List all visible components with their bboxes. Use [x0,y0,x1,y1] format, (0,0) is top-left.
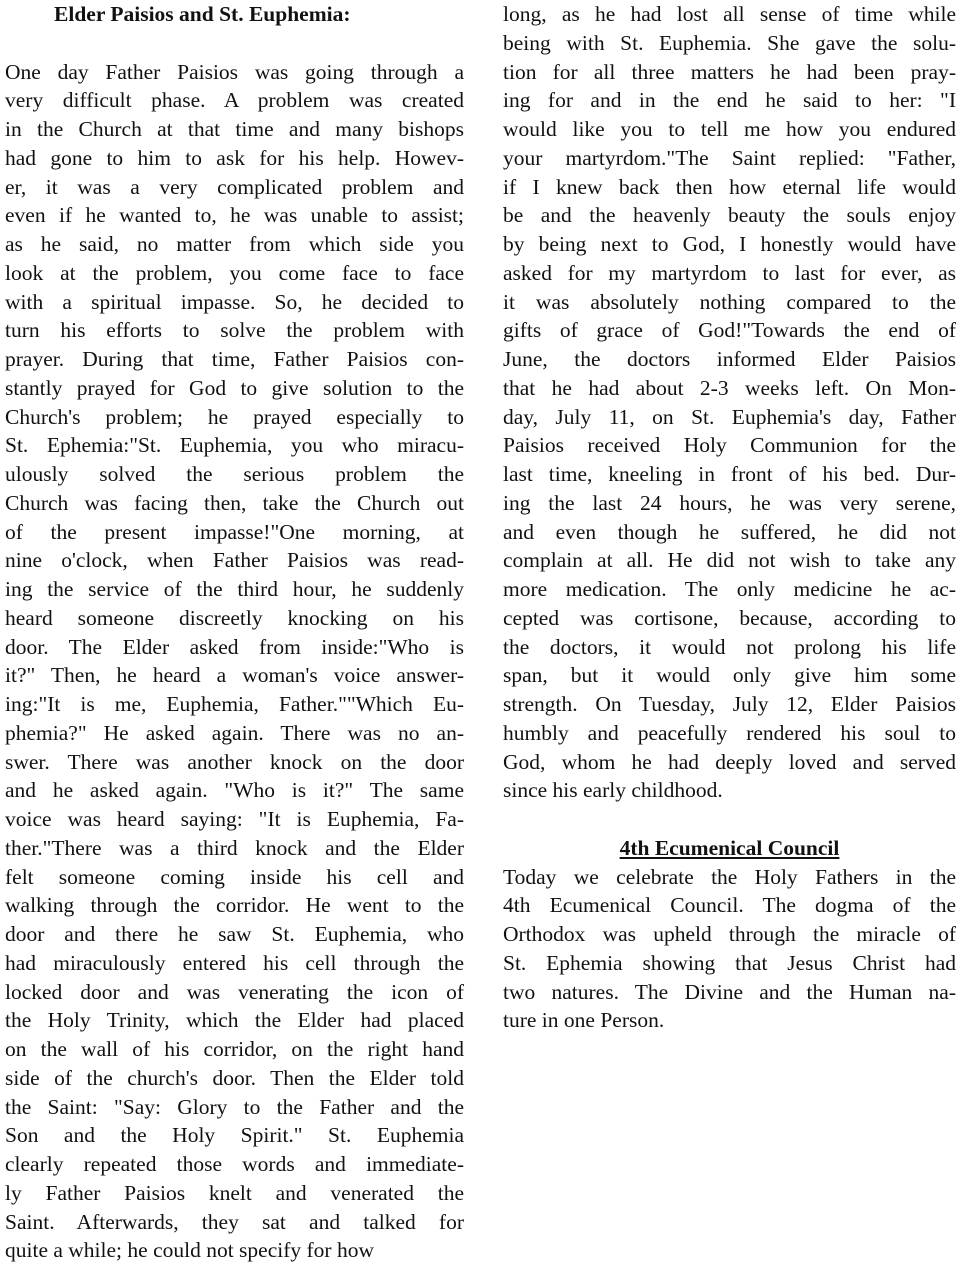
text-line: look at the problem, you come face to face [5,260,464,285]
text-line: ing the service of the third hour, he suddenly [5,577,464,601]
text-line: Saint. Afterwards, they sat and talked for [5,1209,464,1234]
text-line: heard someone discreetly knocking on his [5,605,464,630]
text-line: clearly repeated those words and immediate- [5,1152,464,1176]
text-line: would like you to tell me how you endured [503,117,956,141]
text-line: felt someone coming inside his cell and [5,864,464,889]
text-line: er, it was a very complicated problem and [5,174,464,199]
text-line: more medication. The only medicine he ac- [503,577,956,601]
article-heading: Elder Paisios and St. Euphemia: [54,2,351,26]
text-line: be and the heavenly beauty the souls enjoy [503,203,956,228]
text-line: being with St. Euphemia. She gave the solu- [503,30,956,55]
text-line: asked for my martyrdom to last for ever, as [503,260,956,285]
text-line: if I knew back then how eternal life would [503,174,956,199]
text-line: prayer. During that time, Father Paisios con- [5,347,464,371]
text-line: ing:"It is me, Euphemia, Father.""Which Eu- [5,692,464,716]
text-line: last time, kneeling in front of his bed. Dur- [503,462,956,486]
text-line: it was absolutely nothing compared to the [503,289,956,314]
text-line: it?" Then, he heard a woman's voice answer- [5,663,464,688]
left-article-body [5,58,464,1266]
spacer [503,805,956,834]
section-heading: 4th Ecumenical Council [619,835,840,860]
text-line: that he had about 2-3 weeks left. On Mon- [503,375,956,400]
text-line: in the Church at that time and many bishops [5,117,464,141]
text-line: walking through the corridor. He went to the [5,893,464,918]
spacer [5,29,464,58]
text-line: locked door and was venerating the icon of [5,979,464,1004]
text-line: span, but it would only give him some [503,663,956,688]
text-line: since his early childhood. [503,778,723,803]
text-line: Son and the Holy Spirit." St. Euphemia [5,1123,464,1148]
text-line: God, whom he had deeply loved and served [503,749,956,774]
section-body [503,863,956,1036]
text-line: Paisios received Holy Communion for the [503,433,956,458]
text-line: voice was heard saying: "It is Euphemia, Fa- [5,807,464,831]
text-line: Orthodox was upheld through the miracle of [503,922,956,946]
text-line: door and there he saw St. Euphemia, who [5,922,464,946]
text-line: the Holy Trinity, which the Elder had placed [5,1008,464,1033]
text-line: turn his efforts to solve the problem with [5,318,464,343]
text-line: door. The Elder asked from inside:"Who is [5,634,464,659]
text-line: One day Father Paisios was going through a [5,59,464,84]
text-line: Today we celebrate the Holy Fathers in the [503,864,956,889]
text-line: ther."There was a third knock and the Elder [5,835,464,860]
text-line: gifts of grace of God!"Towards the end of [503,318,956,343]
text-line: had miraculously entered his cell through the [5,950,464,975]
text-line: and even though he suffered, he did not [503,519,956,544]
text-line: even if he wanted to, he was unable to assist; [5,203,464,228]
text-line: swer. There was another knock on the door [5,749,464,774]
text-line: ulously solved the serious problem the [5,462,464,486]
text-line: cepted was cortisone, because, according to [503,605,956,630]
text-line: strength. On Tuesday, July 12, Elder Paisios [503,692,956,716]
text-line: with a spiritual impasse. So, he decided to [5,289,464,314]
text-line: St. Ephemia:"St. Euphemia, you who miracu- [5,433,464,458]
text-line: and he asked again. "Who is it?" The same [5,778,464,803]
text-line: on the wall of his corridor, on the right hand [5,1037,464,1061]
text-line: tion for all three matters he had been pray- [503,59,956,84]
text-line: June, the doctors informed Elder Paisios [503,347,956,371]
text-line: Church's problem; he prayed especially to [5,404,464,429]
text-line: two natures. The Divine and the Human na- [503,979,956,1004]
text-line: ing the last 24 hours, he was very serene, [503,490,956,515]
text-line: ly Father Paisios knelt and venerated the [5,1180,464,1205]
right-article-continuation [503,0,956,805]
text-line: Church was facing then, take the Church out [5,490,464,515]
text-line: of the present impasse!"One morning, at [5,519,464,544]
text-line: as he said, no matter from which side you [5,232,464,256]
left-column [5,0,464,1265]
text-line: had gone to him to ask for his help. Howev- [5,145,464,170]
text-line: nine o'clock, when Father Paisios was read- [5,548,464,573]
text-line: the doctors, it would not prolong his life [503,634,956,659]
text-line: by being next to God, I honestly would have [503,232,956,256]
text-line: side of the church's door. Then the Elder told [5,1065,464,1090]
text-line: complain at all. He did not wish to take any [503,548,956,573]
text-line: phemia?" He asked again. There was no an- [5,720,464,745]
text-line: ture in one Person. [503,1008,665,1033]
text-line: the Saint: "Say: Glory to the Father and the [5,1094,464,1119]
text-line: quite a while; he could not specify for how [5,1238,374,1263]
text-line: ing for and in the end he said to her: "I [503,88,956,113]
text-line: stantly prayed for God to give solution to the [5,375,464,400]
text-line: 4th Ecumenical Council. The dogma of the [503,893,956,918]
text-line: humbly and peacefully rendered his soul to [503,720,956,745]
text-line: St. Ephemia showing that Jesus Christ had [503,950,956,975]
text-line: long, as he had lost all sense of time while [503,2,956,26]
text-line: very difficult phase. A problem was created [5,88,464,113]
text-line: day, July 11, on St. Euphemia's day, Father [503,404,956,429]
right-column [503,0,956,1035]
text-line: your martyrdom."The Saint replied: "Father, [503,145,956,170]
